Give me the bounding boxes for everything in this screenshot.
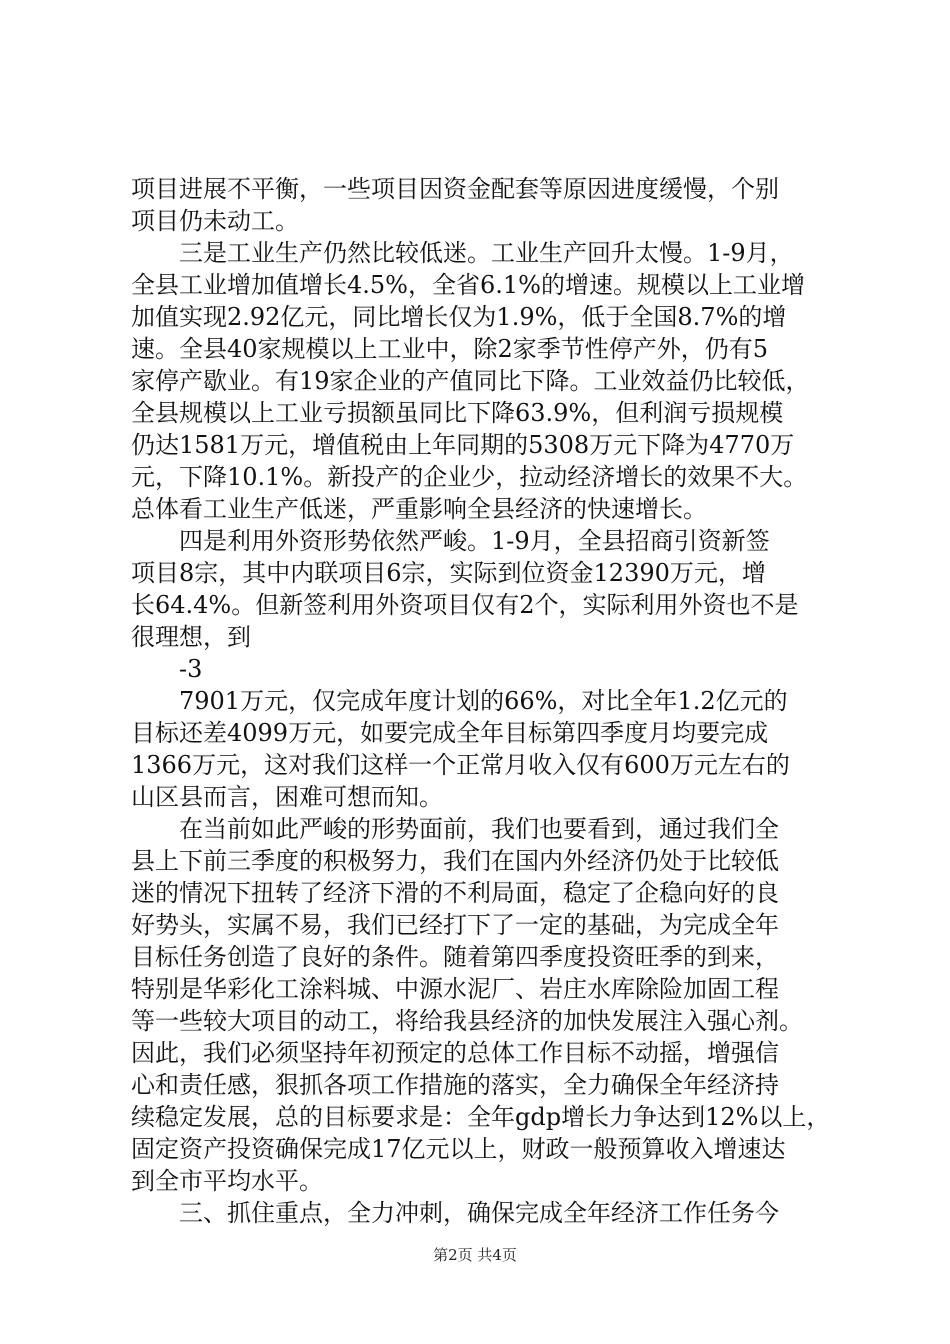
text-line: 县上下前三季度的积极努力，我们在国内外经济仍处于比较低 (131, 847, 779, 875)
text-line: 因此，我们必须坚持年初预定的总体工作目标不动摇，增强信 (131, 1039, 779, 1067)
text-line: -3 (179, 655, 203, 683)
text-line: 7901万元，仅完成年度计划的66%，对比全年1.2亿元的 (179, 687, 788, 715)
text-line: 等一些较大项目的动工，将给我县经济的加快发展注入强心剂。 (131, 1007, 803, 1035)
text-line: 家停产歇业。有19家企业的产值同比下降。工业效益仍比较低， (131, 367, 810, 395)
document-body (131, 173, 831, 1229)
text-line: 到全市平均水平。 (131, 1167, 323, 1195)
text-line: 固定资产投资确保完成17亿元以上，财政一般预算收入增速达 (131, 1135, 786, 1163)
text-line: 很理想，到 (131, 623, 251, 651)
text-line: 目标还差4099万元，如要完成全年目标第四季度月均要完成 (131, 719, 769, 747)
text-line: 三是工业生产仍然比较低迷。工业生产回升太慢。1-9月， (179, 239, 794, 267)
text-line: 在当前如此严峻的形势面前，我们也要看到，通过我们全 (179, 815, 779, 843)
text-line: 仍达1581万元，增值税由上年同期的5308万元下降为4770万 (131, 431, 795, 459)
text-line: 三、抓住重点，全力冲刺，确保完成全年经济工作任务今 (179, 1199, 779, 1227)
text-line: 山区县而言，困难可想而知。 (131, 783, 443, 811)
text-line: 全县规模以上工业亏损额虽同比下降63.9%，但利润亏损规模 (131, 399, 784, 427)
text-line: 总体看工业生产低迷，严重影响全县经济的快速增长。 (131, 495, 707, 523)
text-line: 项目进展不平衡，一些项目因资金配套等原因进度缓慢，个别 (131, 175, 779, 203)
text-line: 四是利用外资形势依然严峻。1-9月，全县招商引资新签 (179, 527, 770, 555)
text-line: 心和责任感，狠抓各项工作措施的落实，全力确保全年经济持 (131, 1071, 779, 1099)
text-line: 好势头，实属不易，我们已经打下了一定的基础，为完成全年 (131, 911, 779, 939)
text-line: 1366万元，这对我们这样一个正常月收入仅有600万元左右的 (131, 751, 790, 779)
text-line: 项目8宗，其中内联项目6宗，实际到位资金12390万元，增 (131, 559, 766, 587)
text-line: 元，下降10.1%。新投产的企业少，拉动经济增长的效果不大。 (131, 463, 808, 491)
text-line: 迷的情况下扭转了经济下滑的不利局面，稳定了企稳向好的良 (131, 879, 779, 907)
text-line: 长64.4%。但新签利用外资项目仅有2个，实际利用外资也不是 (131, 591, 799, 619)
text-line: 加值实现2.92亿元，同比增长仅为1.9%，低于全国8.7%的增 (131, 303, 787, 331)
text-line: 速。全县40家规模以上工业中，除2家季节性停产外，仍有5 (131, 335, 769, 363)
text-line: 目标任务创造了良好的条件。随着第四季度投资旺季的到来， (131, 943, 779, 971)
text-line: 全县工业增加值增长4.5%，全省6.1%的增速。规模以上工业增 (131, 271, 805, 299)
text-line: 项目仍未动工。 (131, 207, 299, 235)
page-footer: 第2页 共4页 (433, 1246, 517, 1264)
text-line: 特别是华彩化工涂料城、中源水泥厂、岩庄水库除险加固工程 (131, 975, 779, 1003)
text-line: 续稳定发展，总的目标要求是：全年gdp增长力争达到12%以上， (131, 1103, 831, 1131)
